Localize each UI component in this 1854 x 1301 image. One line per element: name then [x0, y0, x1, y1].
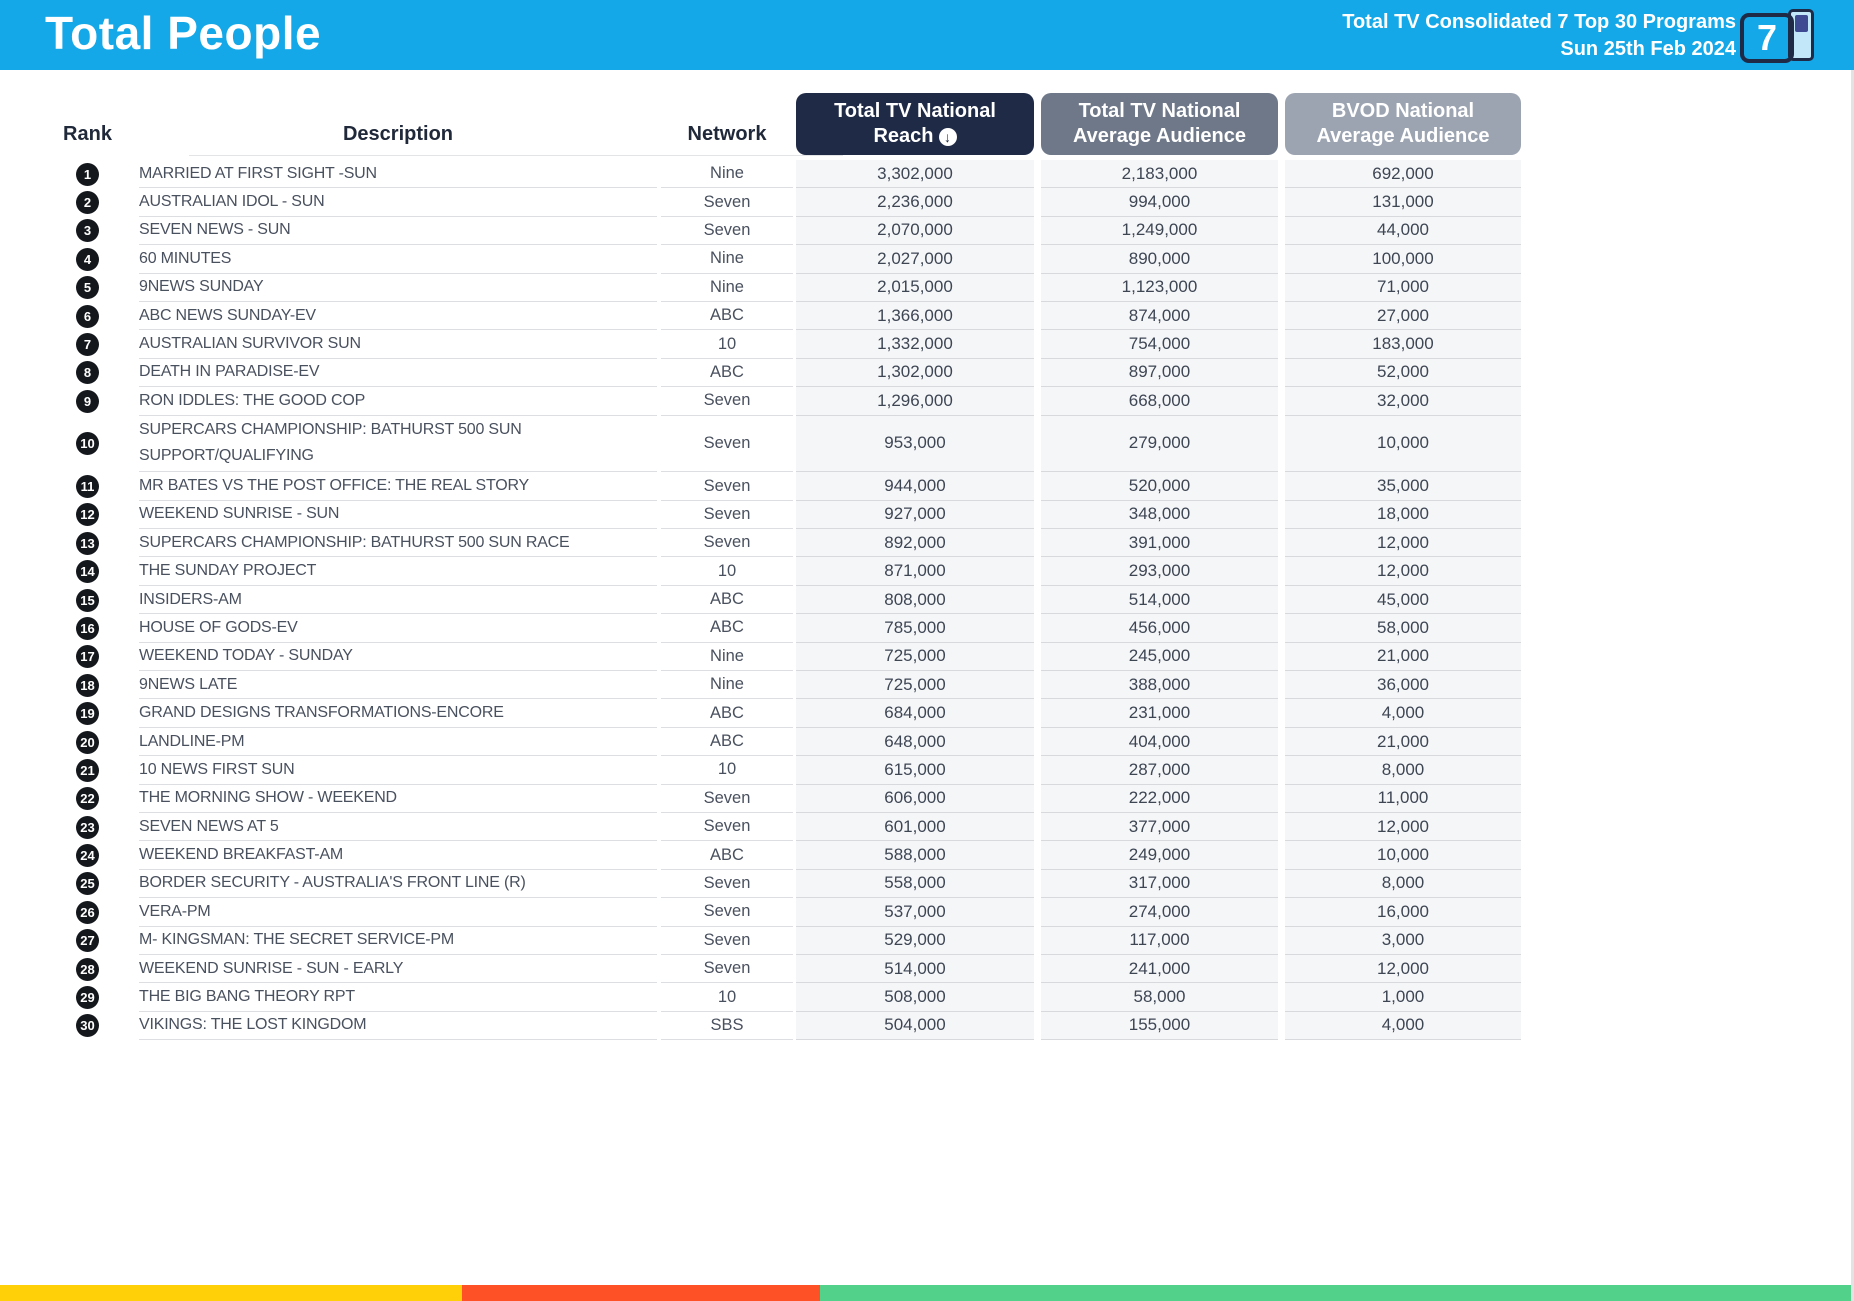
bvod-audience-value: 692,000	[1285, 160, 1521, 188]
rank-badge: 19	[76, 702, 99, 725]
average-audience-value: 994,000	[1041, 188, 1278, 216]
bvod-audience-value: 11,000	[1285, 785, 1521, 813]
average-audience-value: 520,000	[1041, 472, 1278, 500]
program-description: WEEKEND TODAY - SUNDAY	[139, 647, 353, 665]
phone-screen-icon	[1795, 15, 1808, 32]
reach-value: 892,000	[796, 529, 1034, 557]
rank-badge: 11	[76, 475, 99, 498]
table-row	[50, 160, 1521, 188]
network-value: Seven	[661, 416, 793, 473]
rank-badge: 17	[76, 645, 99, 668]
rank-badge: 8	[76, 361, 99, 384]
rank-badge: 15	[76, 589, 99, 612]
table-row	[50, 245, 1521, 273]
program-description: THE BIG BANG THEORY RPT	[139, 988, 355, 1006]
rank-badge: 29	[76, 986, 99, 1009]
network-value: ABC	[661, 359, 793, 387]
bvod-audience-value: 71,000	[1285, 274, 1521, 302]
table-row	[50, 927, 1521, 955]
bvod-audience-value: 8,000	[1285, 870, 1521, 898]
average-audience-value: 514,000	[1041, 586, 1278, 614]
reach-value: 1,296,000	[796, 387, 1034, 415]
rank-badge: 18	[76, 674, 99, 697]
footer-stripe-red	[462, 1285, 820, 1301]
report-date: Sun 25th Feb 2024	[1560, 38, 1736, 60]
bvod-audience-value: 100,000	[1285, 245, 1521, 273]
program-description: AUSTRALIAN IDOL - SUN	[139, 193, 325, 211]
rank-badge: 30	[76, 1014, 99, 1037]
reach-value: 504,000	[796, 1012, 1034, 1040]
bvod-audience-value: 12,000	[1285, 813, 1521, 841]
table-row	[50, 870, 1521, 898]
tv-screen-icon	[1740, 13, 1794, 63]
average-audience-value: 1,123,000	[1041, 274, 1278, 302]
reach-value: 508,000	[796, 983, 1034, 1011]
table-row	[50, 643, 1521, 671]
bvod-audience-value: 44,000	[1285, 217, 1521, 245]
rank-badge: 20	[76, 731, 99, 754]
table-row	[50, 841, 1521, 869]
bvod-audience-value: 21,000	[1285, 728, 1521, 756]
average-audience-value: 1,249,000	[1041, 217, 1278, 245]
network-value: ABC	[661, 699, 793, 727]
average-audience-value: 241,000	[1041, 955, 1278, 983]
program-description: 10 NEWS FIRST SUN	[139, 760, 295, 778]
reach-value: 2,015,000	[796, 274, 1034, 302]
table-row	[50, 614, 1521, 642]
reach-value: 2,027,000	[796, 245, 1034, 273]
bvod-audience-value: 21,000	[1285, 643, 1521, 671]
bvod-audience-value: 4,000	[1285, 1012, 1521, 1040]
avg-header-line1: Total TV National	[1078, 100, 1241, 122]
table-header-row	[50, 93, 1521, 155]
table-row	[50, 557, 1521, 585]
table-row	[50, 217, 1521, 245]
rank-badge: 13	[76, 532, 99, 555]
table-row	[50, 359, 1521, 387]
network-value: Nine	[661, 643, 793, 671]
rank-badge: 10	[76, 432, 99, 455]
bvod-audience-value: 131,000	[1285, 188, 1521, 216]
network-value: Seven	[661, 898, 793, 926]
network-value: Seven	[661, 387, 793, 415]
bvod-audience-value: 58,000	[1285, 614, 1521, 642]
rank-badge: 14	[76, 560, 99, 583]
table-row	[50, 501, 1521, 529]
reach-value: 871,000	[796, 557, 1034, 585]
program-description: GRAND DESIGNS TRANSFORMATIONS-ENCORE	[139, 704, 504, 722]
bvod-audience-value: 52,000	[1285, 359, 1521, 387]
network-value: Nine	[661, 245, 793, 273]
bvod-audience-value: 12,000	[1285, 529, 1521, 557]
reach-value: 725,000	[796, 643, 1034, 671]
reach-value: 2,236,000	[796, 188, 1034, 216]
average-audience-value: 754,000	[1041, 330, 1278, 358]
program-description: THE MORNING SHOW - WEEKEND	[139, 789, 397, 807]
reach-value: 615,000	[796, 756, 1034, 784]
average-audience-value: 377,000	[1041, 813, 1278, 841]
bvod-header-line1: BVOD National	[1331, 100, 1475, 122]
bvod-audience-value: 35,000	[1285, 472, 1521, 500]
program-description: DEATH IN PARADISE-EV	[139, 363, 320, 381]
network-value: Nine	[661, 160, 793, 188]
rank-badge: 2	[76, 191, 99, 214]
reach-value: 529,000	[796, 927, 1034, 955]
rank-badge: 27	[76, 929, 99, 952]
reach-value: 606,000	[796, 785, 1034, 813]
column-header-bvod-national-average-audience[interactable]	[1285, 93, 1521, 155]
network-value: Seven	[661, 529, 793, 557]
bvod-audience-value: 4,000	[1285, 699, 1521, 727]
bvod-header-line2: Average Audience	[1316, 125, 1490, 147]
network-value: Nine	[661, 671, 793, 699]
report-subtitle	[1342, 9, 1736, 63]
bvod-audience-value: 183,000	[1285, 330, 1521, 358]
rank-badge: 16	[76, 617, 99, 640]
table-row	[50, 728, 1521, 756]
report-subtitle-line1: Total TV Consolidated 7 Top 30 Programs	[1342, 11, 1736, 33]
logo-number: 7	[1756, 17, 1778, 58]
rank-badge: 12	[76, 503, 99, 526]
program-description: HOUSE OF GODS-EV	[139, 618, 298, 636]
average-audience-value: 117,000	[1041, 927, 1278, 955]
program-description: 60 MINUTES	[139, 249, 232, 267]
network-value: 10	[661, 983, 793, 1011]
network-value: ABC	[661, 614, 793, 642]
program-description: AUSTRALIAN SURVIVOR SUN	[139, 335, 361, 353]
average-audience-value: 249,000	[1041, 841, 1278, 869]
reach-value: 808,000	[796, 586, 1034, 614]
column-header-rank: Rank	[63, 123, 112, 145]
bvod-audience-value: 12,000	[1285, 557, 1521, 585]
program-description: BORDER SECURITY - AUSTRALIA'S FRONT LINE (R)	[139, 874, 526, 892]
program-description: M- KINGSMAN: THE SECRET SERVICE-PM	[139, 931, 455, 949]
network-value: Seven	[661, 870, 793, 898]
rank-badge: 4	[76, 248, 99, 271]
rank-badge: 23	[76, 816, 99, 839]
reach-value: 1,302,000	[796, 359, 1034, 387]
reach-value: 944,000	[796, 472, 1034, 500]
average-audience-value: 317,000	[1041, 870, 1278, 898]
reach-value: 514,000	[796, 955, 1034, 983]
page-title: Total People	[45, 7, 322, 59]
average-audience-value: 155,000	[1041, 1012, 1278, 1040]
table-row	[50, 955, 1521, 983]
program-description: WEEKEND SUNRISE - SUN	[139, 505, 340, 523]
network-value: 10	[661, 756, 793, 784]
network-value: Seven	[661, 785, 793, 813]
bvod-audience-value: 45,000	[1285, 586, 1521, 614]
program-description: WEEKEND SUNRISE - SUN - EARLY	[139, 959, 404, 977]
program-table-body	[50, 160, 1521, 1040]
program-description: INSIDERS-AM	[139, 590, 242, 608]
table-row	[50, 416, 1521, 473]
reach-value: 537,000	[796, 898, 1034, 926]
rank-badge: 9	[76, 390, 99, 413]
program-description: RON IDDLES: THE GOOD COP	[139, 391, 366, 409]
bvod-audience-value: 1,000	[1285, 983, 1521, 1011]
header-bar	[0, 0, 1854, 70]
bvod-audience-value: 12,000	[1285, 955, 1521, 983]
reach-value: 3,302,000	[796, 160, 1034, 188]
average-audience-value: 890,000	[1041, 245, 1278, 273]
average-audience-value: 897,000	[1041, 359, 1278, 387]
header-divider	[189, 155, 843, 156]
bvod-audience-value: 8,000	[1285, 756, 1521, 784]
program-description: LANDLINE-PM	[139, 732, 245, 750]
rank-badge: 26	[76, 901, 99, 924]
table-row	[50, 785, 1521, 813]
average-audience-value: 874,000	[1041, 302, 1278, 330]
reach-value: 558,000	[796, 870, 1034, 898]
average-audience-value: 287,000	[1041, 756, 1278, 784]
program-description: VERA-PM	[139, 902, 211, 920]
table-row	[50, 529, 1521, 557]
program-description: WEEKEND BREAKFAST-AM	[139, 846, 344, 864]
rank-badge: 21	[76, 759, 99, 782]
average-audience-value: 668,000	[1041, 387, 1278, 415]
rank-badge: 1	[76, 163, 99, 186]
average-audience-value: 279,000	[1041, 416, 1278, 473]
avg-header-line2: Average Audience	[1072, 125, 1247, 147]
rank-badge: 25	[76, 872, 99, 895]
reach-value: 953,000	[796, 416, 1034, 473]
program-description: SEVEN NEWS AT 5	[139, 817, 279, 835]
table-row	[50, 302, 1521, 330]
bvod-audience-value: 18,000	[1285, 501, 1521, 529]
network-value: ABC	[661, 728, 793, 756]
program-description: SEVEN NEWS - SUN	[139, 221, 291, 239]
network-value: Seven	[661, 188, 793, 216]
reach-value: 684,000	[796, 699, 1034, 727]
column-header-total-tv-national-reach[interactable]	[796, 93, 1034, 155]
reach-header-line1: Total TV National	[834, 100, 996, 122]
average-audience-value: 293,000	[1041, 557, 1278, 585]
program-description: SUPERCARS CHAMPIONSHIP: BATHURST 500 SUN SUPPORT/QUALIFYING	[139, 421, 522, 465]
reach-value: 2,070,000	[796, 217, 1034, 245]
network-value: SBS	[661, 1012, 793, 1040]
rank-badge: 5	[76, 276, 99, 299]
reach-value: 725,000	[796, 671, 1034, 699]
program-description: 9NEWS LATE	[139, 675, 238, 693]
network-value: Nine	[661, 274, 793, 302]
program-description: 9NEWS SUNDAY	[139, 278, 264, 296]
table-row	[50, 898, 1521, 926]
reach-value: 601,000	[796, 813, 1034, 841]
network-value: Seven	[661, 955, 793, 983]
average-audience-value: 2,183,000	[1041, 160, 1278, 188]
average-audience-value: 391,000	[1041, 529, 1278, 557]
sort-descending-icon[interactable]: ↓	[939, 128, 957, 146]
network-value: ABC	[661, 586, 793, 614]
average-audience-value: 58,000	[1041, 983, 1278, 1011]
program-description: SUPERCARS CHAMPIONSHIP: BATHURST 500 SUN RACE	[139, 533, 570, 551]
reach-value: 927,000	[796, 501, 1034, 529]
column-header-network: Network	[687, 123, 767, 145]
column-header-total-tv-national-average-audience[interactable]	[1041, 93, 1278, 155]
column-header-description: Description	[342, 123, 454, 145]
program-description: MR BATES VS THE POST OFFICE: THE REAL STORY	[139, 477, 530, 494]
table-row	[50, 756, 1521, 784]
bvod-audience-value: 10,000	[1285, 416, 1521, 473]
reach-value: 785,000	[796, 614, 1034, 642]
bvod-audience-value: 27,000	[1285, 302, 1521, 330]
rank-badge: 6	[76, 305, 99, 328]
average-audience-value: 404,000	[1041, 728, 1278, 756]
network-value: 10	[661, 330, 793, 358]
network-value: Seven	[661, 472, 793, 500]
network-value: 10	[661, 557, 793, 585]
network-value: Seven	[661, 927, 793, 955]
reach-value: 1,366,000	[796, 302, 1034, 330]
program-description: VIKINGS: THE LOST KINGDOM	[139, 1016, 367, 1034]
footer-stripe-green	[820, 1285, 1854, 1301]
table-row	[50, 586, 1521, 614]
reach-value: 1,332,000	[796, 330, 1034, 358]
reach-value: 588,000	[796, 841, 1034, 869]
average-audience-value: 222,000	[1041, 785, 1278, 813]
table-row	[50, 1012, 1521, 1040]
bvod-audience-value: 3,000	[1285, 927, 1521, 955]
average-audience-value: 348,000	[1041, 501, 1278, 529]
table-row	[50, 983, 1521, 1011]
bvod-audience-value: 16,000	[1285, 898, 1521, 926]
table-row	[50, 472, 1521, 500]
table-row	[50, 330, 1521, 358]
rank-badge: 24	[76, 844, 99, 867]
table-row	[50, 813, 1521, 841]
average-audience-value: 231,000	[1041, 699, 1278, 727]
reach-header-line2: Reach	[873, 125, 934, 147]
network-value: Seven	[661, 217, 793, 245]
program-description: ABC NEWS SUNDAY-EV	[139, 306, 316, 324]
program-description: THE SUNDAY PROJECT	[139, 562, 317, 580]
rank-badge: 3	[76, 219, 99, 242]
network-value: Seven	[661, 501, 793, 529]
reach-value: 648,000	[796, 728, 1034, 756]
table-row	[50, 699, 1521, 727]
bvod-audience-value: 36,000	[1285, 671, 1521, 699]
rank-badge: 7	[76, 333, 99, 356]
average-audience-value: 456,000	[1041, 614, 1278, 642]
average-audience-value: 245,000	[1041, 643, 1278, 671]
bvod-audience-value: 10,000	[1285, 841, 1521, 869]
table-row	[50, 671, 1521, 699]
voz-7-logo	[1740, 9, 1822, 65]
table-row	[50, 274, 1521, 302]
bvod-audience-value: 32,000	[1285, 387, 1521, 415]
rank-badge: 28	[76, 958, 99, 981]
rank-badge: 22	[76, 787, 99, 810]
table-row	[50, 387, 1521, 415]
table-row	[50, 188, 1521, 216]
average-audience-value: 388,000	[1041, 671, 1278, 699]
footer-stripe-yellow	[0, 1285, 462, 1301]
average-audience-value: 274,000	[1041, 898, 1278, 926]
program-description: MARRIED AT FIRST SIGHT -SUN	[139, 164, 377, 182]
network-value: ABC	[661, 841, 793, 869]
network-value: ABC	[661, 302, 793, 330]
network-value: Seven	[661, 813, 793, 841]
